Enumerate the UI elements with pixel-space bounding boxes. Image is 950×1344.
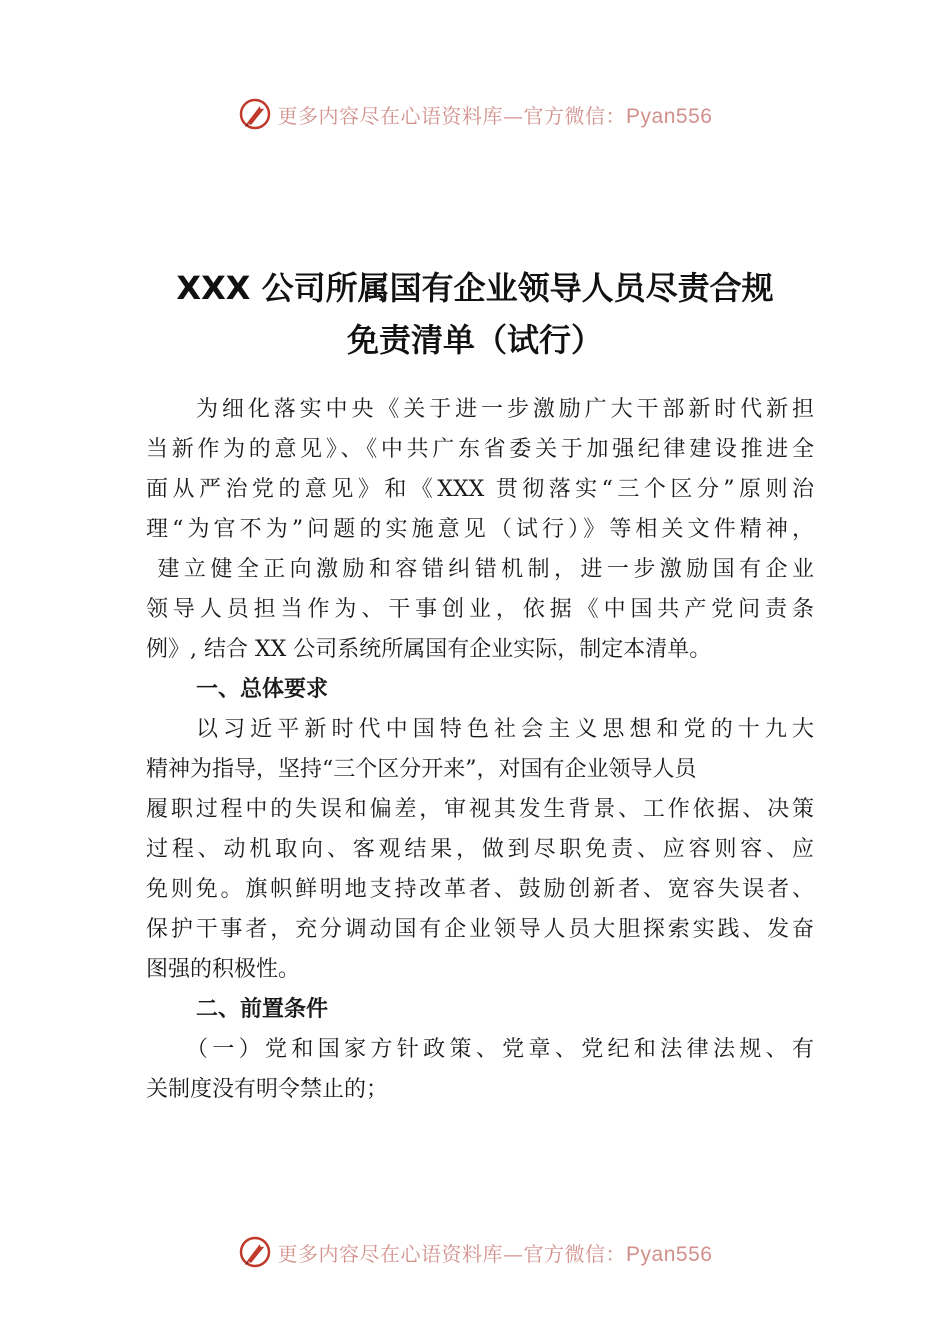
section1-line: 保护干事者，充分调动国有企业领导人员大胆探索实践、发奋	[146, 917, 814, 942]
pen-logo-icon	[238, 1235, 272, 1269]
watermark-text: 更多内容尽在心语资料库—官方微信：Pyan556	[277, 1241, 713, 1266]
watermark-text: 更多内容尽在心语资料库—官方微信：Pyan556	[277, 103, 713, 128]
section1-line: 图强的积极性。	[146, 957, 301, 982]
section1-line: 免则免。旗帜鲜明地支持改革者、鼓励创新者、宽容失误者、	[146, 877, 814, 902]
wechat-id: Pyan556	[626, 1242, 713, 1266]
intro-line: 例》, 结合 XX 公司系统所属国有企业实际，制定本清单。	[146, 637, 712, 662]
intro-line: 当新作为的意见》、《中共广东省委关于加强纪律建设推进全	[146, 437, 814, 462]
title-line-1: XXX 公司所属国有企业领导人员尽责合规	[176, 269, 774, 307]
section-heading-1: 一、总体要求	[196, 677, 329, 702]
section1-line: 以习近平新时代中国特色社会主义思想和党的十九大	[196, 717, 814, 742]
wechat-id: Pyan556	[626, 104, 713, 128]
section1-line: 过程、动机取向、客观结果，做到尽职免责、应容则容、应	[146, 837, 814, 862]
header-watermark	[0, 94, 950, 134]
document-title	[120, 262, 830, 366]
intro-line: 建立健全正向激励和容错纠错机制，进一步激励国有企业	[146, 557, 814, 582]
intro-line: 领导人员担当作为、干事创业，依据《中国共产党问责条	[146, 597, 814, 622]
section-heading-2: 二、前置条件	[196, 997, 329, 1022]
section2-line: （一）党和国家方针政策、党章、党纪和法律法规、有	[186, 1037, 814, 1062]
intro-line: 为细化落实中央《关于进一步激励广大干部新时代新担	[196, 397, 814, 422]
intro-line: 面从严治党的意见》和《XXX 贯彻落实“三个区分”原则治	[146, 477, 814, 502]
document-body	[146, 390, 814, 1110]
section1-line: 履职过程中的失误和偏差，审视其发生背景、工作依据、决策	[146, 797, 814, 822]
footer-watermark	[0, 1232, 950, 1272]
title-line-2: 免责清单（试行）	[346, 321, 603, 359]
pen-logo-icon	[238, 97, 272, 131]
section2-line: 关制度没有明令禁止的；	[146, 1077, 389, 1102]
intro-line: 理“为官不为”问题的实施意见（试行）》等相关文件精神，	[146, 517, 814, 542]
section1-line: 精神为指导，坚持“三个区分开来”，对国有企业领导人员	[146, 757, 697, 782]
